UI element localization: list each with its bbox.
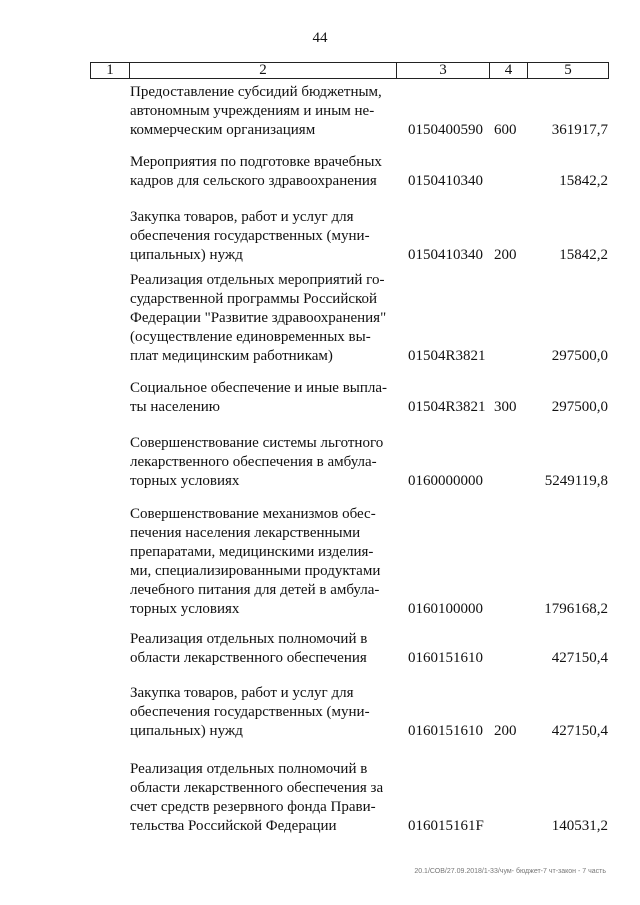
description-line: автономным учреждениям и иным не-	[130, 103, 375, 119]
row-amount: 140531,2	[551, 818, 608, 834]
description-line: сударственной программы Российской	[130, 291, 378, 307]
row-amount: 15842,2	[559, 247, 608, 263]
description-line: ципальных) нужд	[130, 247, 243, 263]
description-line: обеспечения государственных (муни-	[130, 704, 370, 720]
column-header-3: 3	[397, 63, 490, 79]
description-line: ми, специализированными продуктами	[130, 563, 381, 579]
column-header-4: 4	[490, 63, 528, 79]
row-code: 0160000000	[408, 473, 483, 489]
description-line: счет средств резервного фонда Прави-	[130, 799, 376, 815]
row-description	[130, 505, 392, 619]
description-line: Закупка товаров, работ и услуг для	[130, 685, 354, 701]
row-description	[130, 630, 392, 668]
row-expense-type: 200	[494, 723, 517, 739]
footer-code: 20.1/СОВ/27.09.2018/1-33/чум- бюджет-7 чт-закон - 7 часть	[414, 868, 606, 875]
row-amount: 427150,4	[551, 650, 608, 666]
row-description	[130, 379, 392, 417]
description-line: Предоставление субсидий бюджетным,	[130, 84, 382, 100]
description-line: Совершенствование механизмов обес-	[130, 506, 376, 522]
row-expense-type: 200	[494, 247, 517, 263]
description-line: плат медицинским работникам)	[130, 348, 333, 364]
row-expense-type: 300	[494, 399, 517, 415]
row-amount: 5249119,8	[544, 473, 608, 489]
row-code: 0160151610	[408, 723, 483, 739]
description-line: ципальных) нужд	[130, 723, 243, 739]
row-description	[130, 208, 392, 265]
row-amount: 15842,2	[559, 173, 608, 189]
row-description	[130, 684, 392, 741]
description-line: печения населения лекарственными	[130, 525, 361, 541]
page-number: 44	[312, 30, 328, 46]
row-description	[130, 271, 392, 366]
description-line: Реализация отдельных мероприятий го-	[130, 272, 385, 288]
row-code: 016015161F	[408, 818, 484, 834]
row-code: 0150410340	[408, 173, 483, 189]
column-header-2: 2	[130, 63, 397, 79]
description-line: тельства Российской Федерации	[130, 818, 337, 834]
row-description	[130, 83, 392, 140]
description-line: Реализация отдельных полномочий в	[130, 631, 368, 647]
description-line: Закупка товаров, работ и услуг для	[130, 209, 354, 225]
description-line: (осуществление единовременных вы-	[130, 329, 371, 345]
row-amount: 297500,0	[551, 348, 608, 364]
column-header-5: 5	[528, 63, 609, 79]
description-line: области лекарственного обеспечения	[130, 650, 367, 666]
row-description	[130, 434, 392, 491]
description-line: области лекарственного обеспечения за	[130, 780, 384, 796]
column-header-1: 1	[91, 63, 130, 79]
row-amount: 427150,4	[551, 723, 608, 739]
row-code: 01504R3821	[408, 348, 486, 364]
description-line: обеспечения государственных (муни-	[130, 228, 370, 244]
column-header-table	[90, 62, 609, 79]
row-description	[130, 760, 392, 836]
description-line: Совершенствование системы льготного	[130, 435, 384, 451]
description-line: лечебного питания для детей в амбула-	[130, 582, 380, 598]
description-line: лекарственного обеспечения в амбула-	[130, 454, 377, 470]
row-expense-type: 600	[494, 122, 517, 138]
description-line: Реализация отдельных полномочий в	[130, 761, 368, 777]
description-line: торных условиях	[130, 601, 240, 617]
description-line: Социальное обеспечение и иные выпла-	[130, 380, 388, 396]
description-line: кадров для сельского здравоохранения	[130, 173, 377, 189]
description-line: ты населению	[130, 399, 220, 415]
row-amount: 361917,7	[551, 122, 608, 138]
row-description	[130, 153, 392, 191]
row-code: 01504R3821	[408, 399, 486, 415]
row-code: 0150410340	[408, 247, 483, 263]
row-code: 0160100000	[408, 601, 483, 617]
row-code: 0150400590	[408, 122, 483, 138]
description-line: Федерации "Развитие здравоохранения"	[130, 310, 387, 326]
description-line: торных условиях	[130, 473, 240, 489]
description-line: коммерческим организациям	[130, 122, 316, 138]
row-code: 0160151610	[408, 650, 483, 666]
description-line: препаратами, медицинскими изделия-	[130, 544, 374, 560]
description-line: Мероприятия по подготовке врачебных	[130, 154, 382, 170]
row-amount: 1796168,2	[544, 601, 608, 617]
row-amount: 297500,0	[551, 399, 608, 415]
